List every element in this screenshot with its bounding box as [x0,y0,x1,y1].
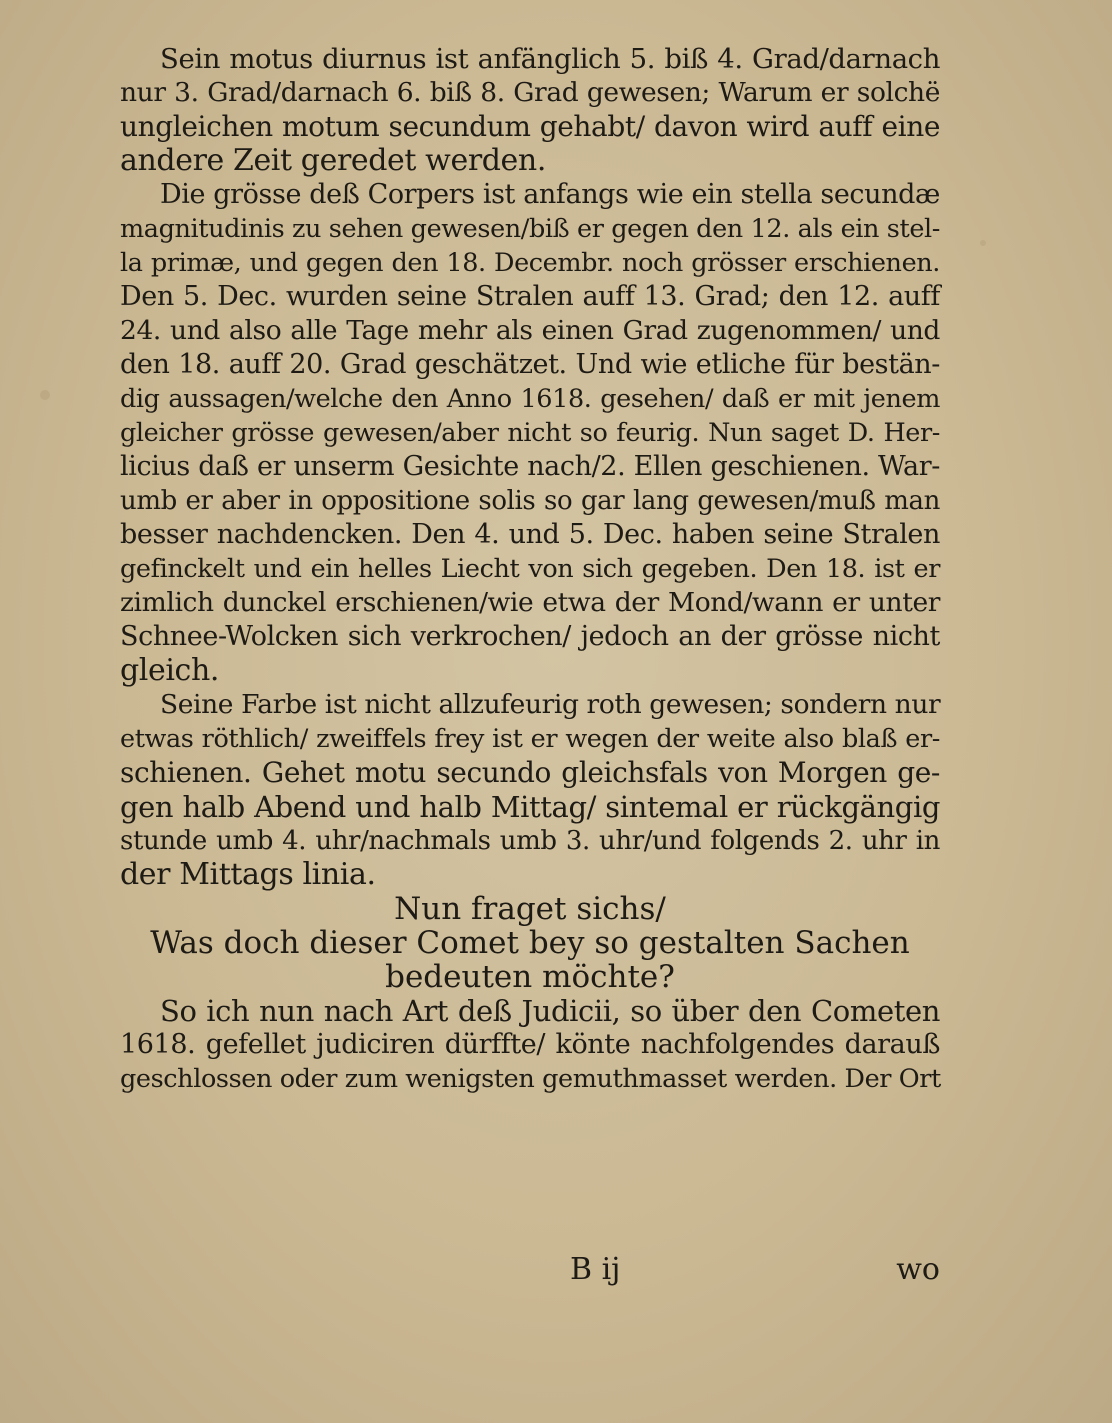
text-line: Schnee-Wolcken sich verkrochen/ jedoch an der grösse nicht [120,621,940,652]
text-line: la primæ, und gegen den 18. Decembr. noch grösser erschienen. [120,248,940,278]
text-line: gefinckelt und ein helles Liecht von sich gegeben. Den 18. ist er [120,554,940,584]
heading-line: Nun fraget sichs/ [394,891,666,927]
text-line: andere Zeit geredet werden. [120,143,546,178]
catchword: wo [896,1252,940,1287]
text-line: schienen. Gehet motu secundo gleichsfals von Morgen ge- [120,756,940,789]
signature-mark: B ij [570,1252,621,1287]
paper-stain [40,390,50,400]
text-line: licius daß er unserm Gesichte nach/2. Ellen geschienen. War- [120,451,940,482]
text-line: gen halb Abend und halb Mittag/ sintemal er rückgängig [120,790,940,824]
section-heading [120,892,940,994]
text-line: umb er aber in oppositione solis so gar lang gewesen/muß man [120,486,940,516]
text-line: Die grösse deß Corpers ist anfangs wie ein stella secundæ [160,179,940,210]
paragraph-2 [120,178,940,688]
text-line: gleicher grösse gewesen/aber nicht so feurig. Nun saget D. Her- [120,418,940,448]
text-line: So ich nun nach Art deß Judicii, so über den Cometen [160,994,940,1028]
text-line: magnitudinis zu sehen gewesen/biß er gegen den 12. als ein stel- [120,214,940,244]
paragraph-1 [120,42,940,178]
text-line: 24. und also alle Tage mehr als einen Grad zugenommen/ und [120,315,940,346]
text-line: besser nachdencken. Den 4. und 5. Dec. haben seine Stralen [120,519,940,550]
text-line: der Mittags linia. [120,857,376,892]
text-line: Sein motus diurnus ist anfänglich 5. biß 4. Grad/darnach [160,43,940,75]
text-line: dig aussagen/welche den Anno 1618. gesehen/ daß er mit jenem [120,384,940,414]
text-line: gleich. [120,653,220,688]
text-line: ungleichen motum secundum gehabt/ davon wird auff eine [120,110,940,143]
text-line: den 18. auff 20. Grad geschätzet. Und wie etliche für bestän- [120,349,940,380]
paper-stain [980,240,986,246]
text-line: zimlich dunckel erschienen/wie etwa der Mond/wann er unter [120,587,940,618]
paragraph-3 [120,688,940,892]
text-line: 1618. gefellet judiciren dürffte/ könte nachfolgendes darauß [120,1029,940,1060]
heading-line: bedeuten möchte? [385,959,675,995]
text-line: Den 5. Dec. wurden seine Stralen auff 13. Grad; den 12. auff [120,281,940,312]
text-line: geschlossen oder zum wenigsten gemuthmasset werden. Der Ort [120,1064,941,1094]
text-line: nur 3. Grad/darnach 6. biß 8. Grad gewesen; Warum er solchë [120,77,940,108]
text-line: Seine Farbe ist nicht allzufeurig roth gewesen; sondern nur [160,689,941,720]
page-footer [120,1252,940,1288]
body-text [120,42,940,1096]
text-line: stunde umb 4. uhr/nachmals umb 3. uhr/und folgends 2. uhr in [120,826,940,856]
paragraph-4 [120,994,940,1096]
text-line: etwas röthlich/ zweiffels frey ist er wegen der weite also blaß er- [120,724,940,754]
heading-line: Was doch dieser Comet bey so gestalten Sachen [150,925,910,961]
